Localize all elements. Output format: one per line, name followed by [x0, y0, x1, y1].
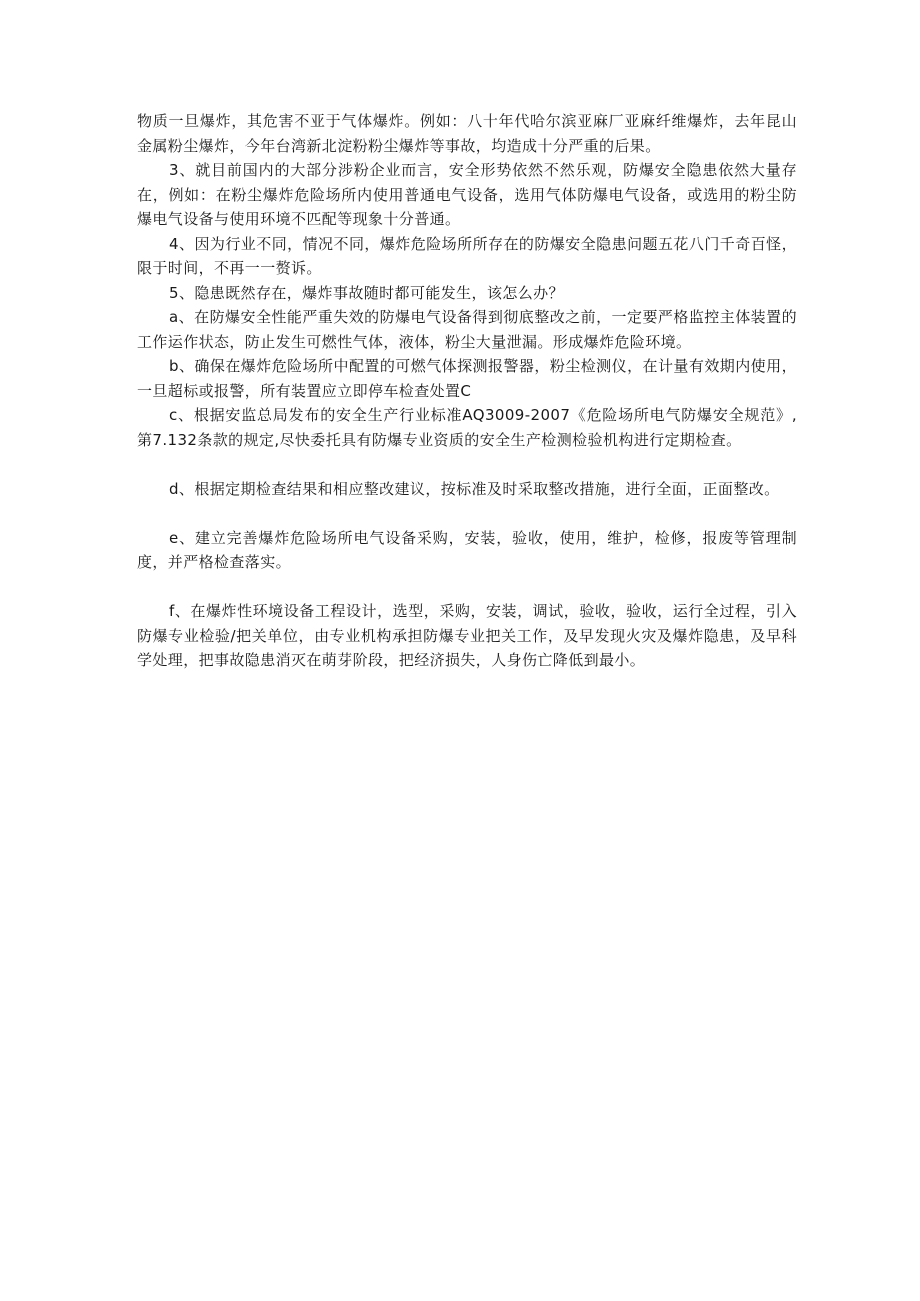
paragraph-5: 5、隐患既然存在，爆炸事故随时都可能发生，该怎么办？	[169, 283, 564, 302]
paragraph-e: e、建立完善爆炸危险场所电气设备采购，安装，验收，使用，维护，检修，报废等管理制度，并严格检查落实。	[137, 528, 797, 571]
document-body	[137, 109, 797, 673]
paragraph-c: c、根据安监总局发布的安全生产行业标准AQ3009-2007《危险场所电气防爆安全规范》,第7.132条款的规定,尽快委托具有防爆专业资质的安全生产检测检验机构进行定期检查。	[137, 406, 797, 449]
paragraph-4: 4、因为行业不同，情况不同，爆炸危险场所所存在的防爆安全隐患问题五花八门千奇百怪，限于时间，不再一一赘诉。	[137, 234, 797, 277]
paragraph-f: f、在爆炸性环境设备工程设计，选型，采购，安装，调试，验收，验收，运行全过程，引入防爆专业检验/把关单位，由专业机构承担防爆专业把关工作，及早发现火灾及爆炸隐患，及早科学处理，把事故隐患消灭在萌芽阶段，把经济损失，人身伤亡降低到最小。	[137, 602, 797, 669]
paragraph-3: 3、就目前国内的大部分涉粉企业而言，安全形势依然不然乐观，防爆安全隐患依然大量存在，例如：在粉尘爆炸危险场所内使用普通电气设备，选用气体防爆电气设备，或选用的粉尘防爆电气设备与使用环境不匹配等现象十分普通。	[137, 161, 797, 228]
paragraph-b: b、确保在爆炸危险场所中配置的可燃气体探测报警器，粉尘检测仪，在计量有效期内使用，一旦超标或报警，所有装置应立即停车检查处置C	[137, 357, 797, 400]
paragraph-d: d、根据定期检查结果和相应整改建议，按标准及时采取整改措施，进行全面，正面整改。	[169, 479, 780, 498]
paragraph-continuation: 物质一旦爆炸，其危害不亚于气体爆炸。例如：八十年代哈尔滨亚麻厂亚麻纤维爆炸，去年昆山金属粉尘爆炸，今年台湾新北淀粉粉尘爆炸等事故，均造成十分严重的后果。	[137, 112, 797, 155]
paragraph-a: a、在防爆安全性能严重失效的防爆电气设备得到彻底整改之前，一定要严格监控主体装置的工作运作状态，防止发生可燃性气体，液体，粉尘大量泄漏。形成爆炸危险环境。	[137, 308, 797, 351]
